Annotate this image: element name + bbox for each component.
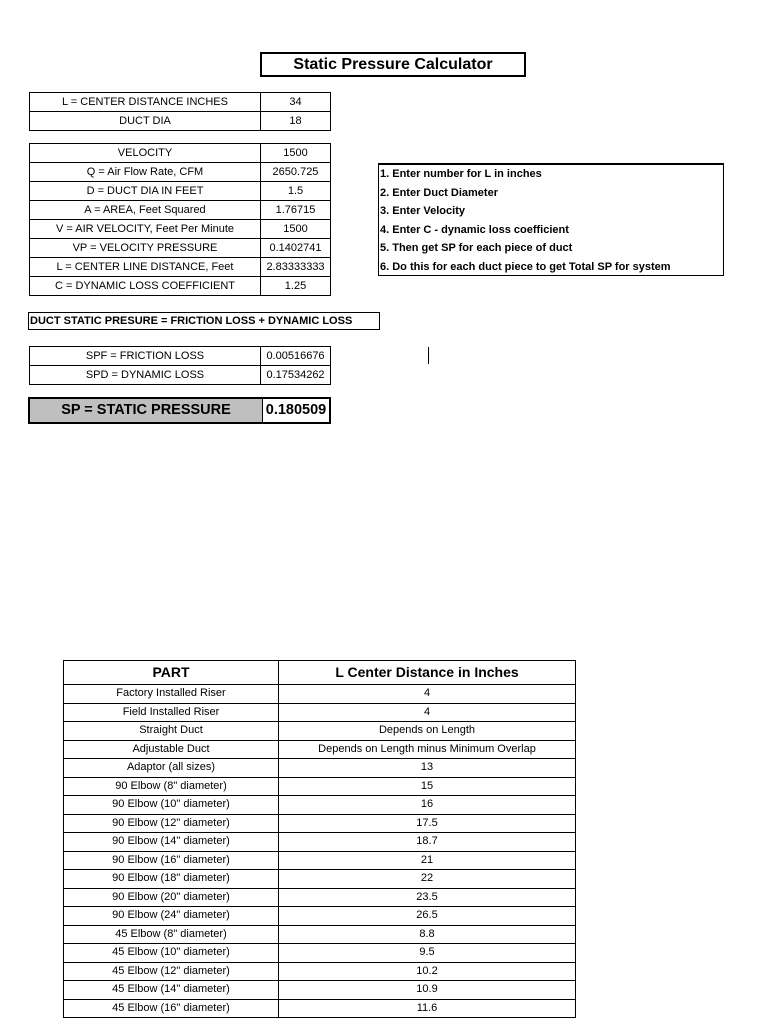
parts-header-row: [64, 661, 576, 685]
distance-cell[interactable]: 15: [279, 777, 576, 796]
table-row: [64, 722, 576, 741]
distance-cell[interactable]: 22: [279, 870, 576, 889]
distance-cell[interactable]: 21: [279, 851, 576, 870]
table-row: [64, 999, 576, 1018]
calc-row: [30, 220, 331, 239]
distance-cell[interactable]: Depends on Length: [279, 722, 576, 741]
calculation-table: [29, 143, 331, 296]
distance-cell[interactable]: 9.5: [279, 944, 576, 963]
dynamic-loss-cell[interactable]: 0.17534262: [261, 366, 331, 385]
static-pressure-result: [28, 397, 331, 424]
part-name-cell[interactable]: 90 Elbow (18" diameter): [64, 870, 279, 889]
table-row: [64, 777, 576, 796]
dynamic-loss-coefficient-cell[interactable]: 1.25: [261, 277, 331, 296]
table-row: [64, 888, 576, 907]
loss-table: [29, 346, 331, 385]
distance-cell[interactable]: Depends on Length minus Minimum Overlap: [279, 740, 576, 759]
instruction-step-4: 4. Enter C - dynamic loss coefficient: [380, 223, 569, 236]
table-row: [64, 703, 576, 722]
table-row: [64, 907, 576, 926]
velocity-pressure-cell[interactable]: 0.1402741: [261, 239, 331, 258]
instruction-step-3: 3. Enter Velocity: [380, 205, 465, 217]
parts-table-body: [64, 685, 576, 1018]
distance-column-header: L Center Distance in Inches: [279, 661, 576, 685]
table-row: [64, 685, 576, 704]
formula-cell: DUCT STATIC PRESURE = FRICTION LOSS + DYNAMIC LOSS: [28, 312, 380, 330]
static-pressure-label: SP = STATIC PRESSURE: [61, 402, 231, 418]
loss-row: [30, 347, 331, 366]
text-cursor: [428, 347, 429, 364]
instruction-step-6: 6. Do this for each duct piece to get Total SP for system: [380, 260, 671, 273]
table-row: [64, 740, 576, 759]
input-row: [30, 112, 331, 131]
table-row: [64, 870, 576, 889]
duct-dia-feet-cell[interactable]: 1.5: [261, 182, 331, 201]
instructions-box: [378, 163, 724, 276]
distance-cell[interactable]: 10.2: [279, 962, 576, 981]
friction-loss-cell[interactable]: 0.00516676: [261, 347, 331, 366]
part-name-cell[interactable]: Field Installed Riser: [64, 703, 279, 722]
part-name-cell[interactable]: 90 Elbow (20" diameter): [64, 888, 279, 907]
length-inches-cell[interactable]: 34: [261, 93, 331, 112]
input-row: [30, 93, 331, 112]
instruction-step-5: 5. Then get SP for each piece of duct: [380, 242, 573, 254]
part-name-cell[interactable]: 90 Elbow (16" diameter): [64, 851, 279, 870]
calc-row: [30, 201, 331, 220]
distance-cell[interactable]: 10.9: [279, 981, 576, 1000]
part-name-cell[interactable]: 45 Elbow (8" diameter): [64, 925, 279, 944]
part-name-cell[interactable]: Adjustable Duct: [64, 740, 279, 759]
area-label: A = AREA, Feet Squared: [30, 201, 261, 220]
instruction-step-1: 1. Enter number for L in inches: [380, 168, 542, 180]
distance-cell[interactable]: 16: [279, 796, 576, 815]
part-name-cell[interactable]: Factory Installed Riser: [64, 685, 279, 704]
duct-dia-cell[interactable]: 18: [261, 112, 331, 131]
part-name-cell[interactable]: 90 Elbow (24" diameter): [64, 907, 279, 926]
center-line-distance-label: L = CENTER LINE DISTANCE, Feet: [30, 258, 261, 277]
calc-row: [30, 163, 331, 182]
distance-cell[interactable]: 13: [279, 759, 576, 778]
part-name-cell[interactable]: Adaptor (all sizes): [64, 759, 279, 778]
duct-dia-feet-label: D = DUCT DIA IN FEET: [30, 182, 261, 201]
table-row: [64, 814, 576, 833]
calc-row: [30, 239, 331, 258]
part-name-cell[interactable]: 45 Elbow (16" diameter): [64, 999, 279, 1018]
part-name-cell[interactable]: 90 Elbow (8" diameter): [64, 777, 279, 796]
table-row: [64, 962, 576, 981]
loss-row: [30, 366, 331, 385]
distance-cell[interactable]: 4: [279, 703, 576, 722]
table-row: [64, 833, 576, 852]
airflow-cell[interactable]: 2650.725: [261, 163, 331, 182]
part-name-cell[interactable]: 90 Elbow (10" diameter): [64, 796, 279, 815]
duct-dia-label: DUCT DIA: [30, 112, 261, 131]
table-row: [64, 944, 576, 963]
part-name-cell[interactable]: Straight Duct: [64, 722, 279, 741]
air-velocity-cell[interactable]: 1500: [261, 220, 331, 239]
part-name-cell[interactable]: 45 Elbow (12" diameter): [64, 962, 279, 981]
calc-row: [30, 277, 331, 296]
distance-cell[interactable]: 23.5: [279, 888, 576, 907]
table-row: [64, 796, 576, 815]
calc-row: [30, 182, 331, 201]
part-column-header: PART: [64, 661, 279, 685]
friction-loss-label: SPF = FRICTION LOSS: [30, 347, 261, 366]
air-velocity-label: V = AIR VELOCITY, Feet Per Minute: [30, 220, 261, 239]
instruction-step-2: 2. Enter Duct Diameter: [380, 186, 498, 199]
distance-cell[interactable]: 26.5: [279, 907, 576, 926]
part-name-cell[interactable]: 90 Elbow (14" diameter): [64, 833, 279, 852]
distance-cell[interactable]: 17.5: [279, 814, 576, 833]
velocity-label: VELOCITY: [30, 144, 261, 163]
velocity-pressure-label: VP = VELOCITY PRESSURE: [30, 239, 261, 258]
dynamic-loss-coefficient-label: C = DYNAMIC LOSS COEFFICIENT: [30, 277, 261, 296]
dynamic-loss-label: SPD = DYNAMIC LOSS: [30, 366, 261, 385]
static-pressure-value[interactable]: 0.180509: [262, 399, 329, 422]
parts-table: [63, 660, 576, 1018]
velocity-cell[interactable]: 1500: [261, 144, 331, 163]
distance-cell[interactable]: 11.6: [279, 999, 576, 1018]
calculator-title: Static Pressure Calculator: [260, 52, 526, 77]
table-row: [64, 981, 576, 1000]
table-row: [64, 759, 576, 778]
part-name-cell[interactable]: 45 Elbow (14" diameter): [64, 981, 279, 1000]
part-name-cell[interactable]: 90 Elbow (12" diameter): [64, 814, 279, 833]
center-line-distance-cell[interactable]: 2.83333333: [261, 258, 331, 277]
table-row: [64, 925, 576, 944]
calc-row: [30, 144, 331, 163]
airflow-label: Q = Air Flow Rate, CFM: [30, 163, 261, 182]
calc-row: [30, 258, 331, 277]
distance-cell[interactable]: 4: [279, 685, 576, 704]
table-row: [64, 851, 576, 870]
length-inches-label: L = CENTER DISTANCE INCHES: [30, 93, 261, 112]
distance-cell[interactable]: 18.7: [279, 833, 576, 852]
part-name-cell[interactable]: 45 Elbow (10" diameter): [64, 944, 279, 963]
area-cell[interactable]: 1.76715: [261, 201, 331, 220]
input-table: [29, 92, 331, 131]
distance-cell[interactable]: 8.8: [279, 925, 576, 944]
